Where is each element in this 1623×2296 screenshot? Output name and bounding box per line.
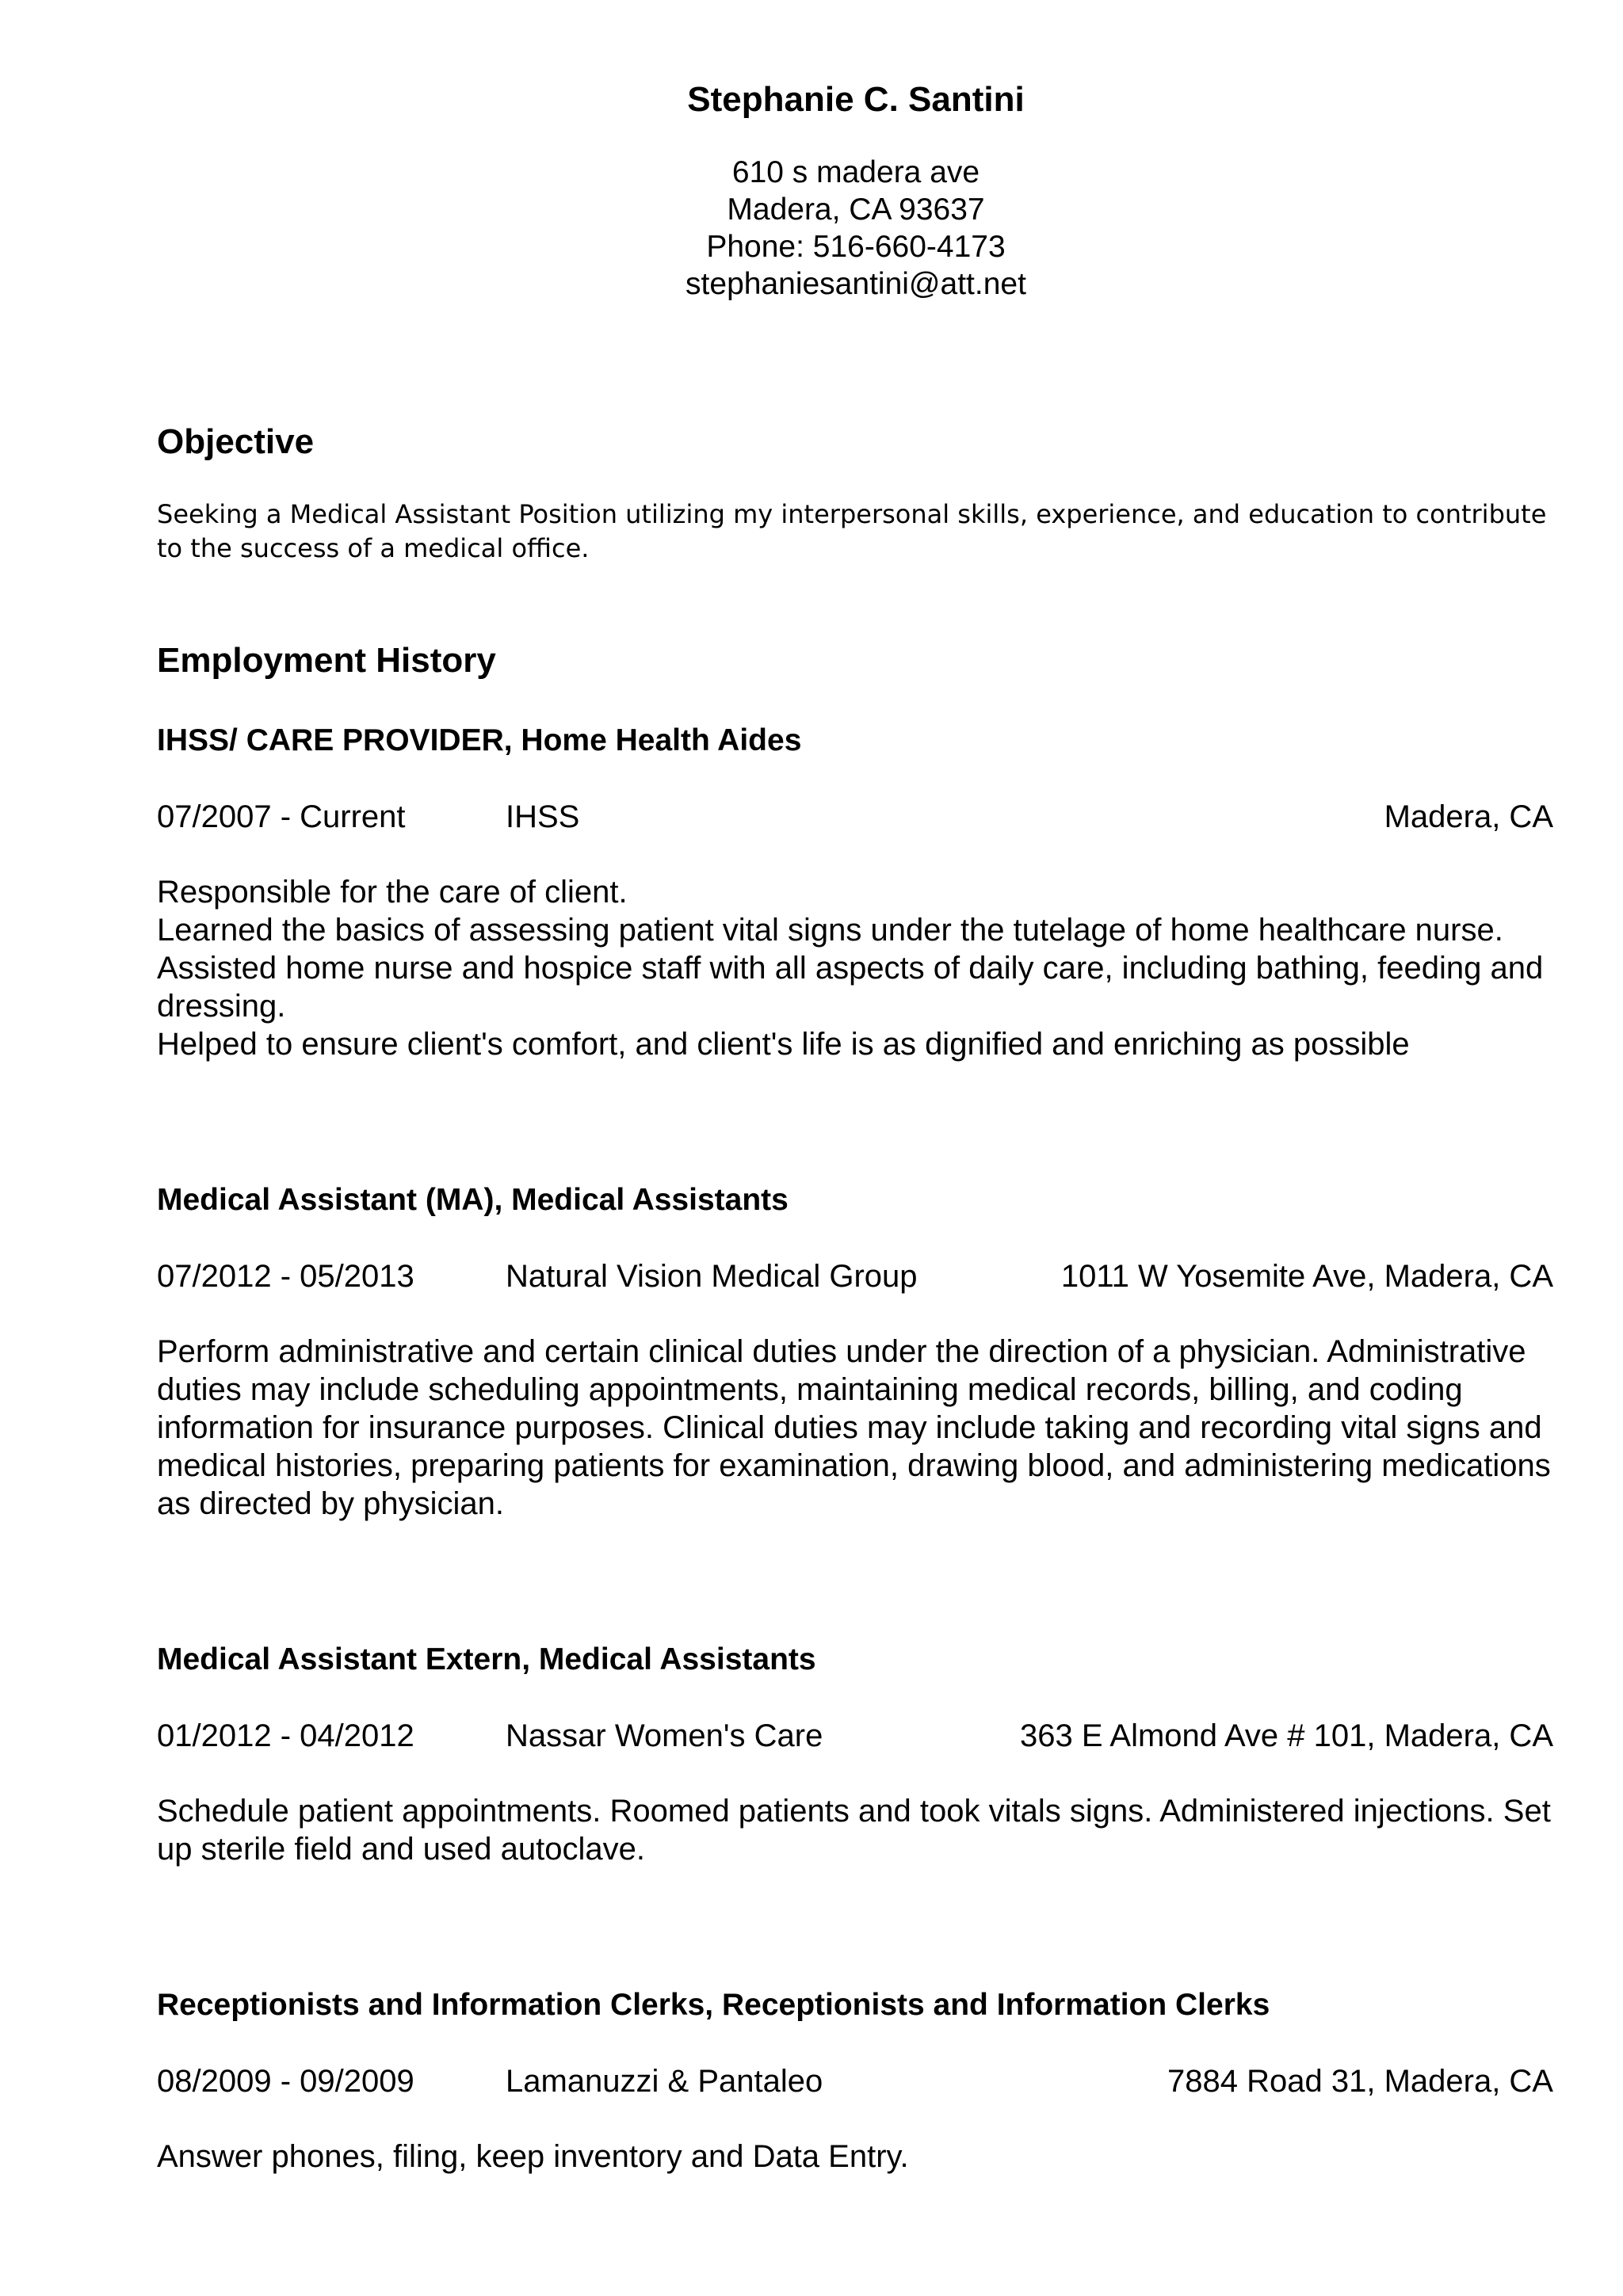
job-entry [157,1985,1553,2176]
job-meta [157,2061,1553,2101]
job-dates: 07/2012 - 05/2013 [157,1259,414,1294]
job-location: Madera, CA [1384,799,1553,834]
job-employer: Lamanuzzi & Pantaleo [506,2064,823,2099]
address-line-2: Madera, CA 93637 [727,193,985,227]
job-meta [157,797,1553,837]
job-entry [157,1180,1553,1523]
job-description-line: Assisted home nurse and hospice staff with all aspects of daily care, including bathing, feeding and dressing. [157,951,1544,1024]
phone-number: Phone: 516-660-4173 [706,230,1006,264]
job-description-line: Helped to ensure client's comfort, and client's life is as dignified and enriching as possible [157,1027,1410,1062]
address-line-1: 610 s madera ave [731,155,980,189]
job-meta [157,1257,1553,1296]
job-description [157,1333,1553,1523]
job-dates: 07/2007 - Current [157,799,406,834]
job-meta [157,1716,1553,1756]
job-description-line: Learned the basics of assessing patient vital signs under the tutelage of home healthcare nurse. [157,913,1503,948]
job-description-line: Answer phones, filing, keep inventory and Data Entry. [157,2139,909,2174]
employment-history-heading: Employment History [157,641,496,680]
job-entry [157,721,1553,1063]
job-employer: IHSS [506,799,580,834]
job-description-line: Perform administrative and certain clinical duties under the direction of a physician. Administrative duties may include scheduling appointments, maintaining medical records, billing, and coding information for insurance purposes. Clinical duties may include taking and recording vital signs and medical histories, preparing patients for examination, drawing blood, and administering medications as directed by physician. [157,1334,1551,1521]
job-title: Receptionists and Information Clerks, Receptionists and Information Clerks [157,1988,1270,2022]
candidate-name: Stephanie C. Santini [687,80,1025,119]
job-employer: Nassar Women's Care [506,1718,823,1753]
objective-section [157,420,1553,566]
job-employer: Natural Vision Medical Group [506,1259,918,1294]
job-description-line: Responsible for the care of client. [157,875,628,910]
job-title: IHSS/ CARE PROVIDER, Home Health Aides [157,723,802,757]
job-description [157,873,1553,1063]
job-location: 7884 Road 31, Madera, CA [1167,2064,1553,2099]
job-location: 1011 W Yosemite Ave, Madera, CA [1060,1259,1553,1294]
email-address: stephaniesantini@att.net [685,267,1026,301]
resume-header [0,76,1623,303]
job-description-line: Schedule patient appointments. Roomed patients and took vitals signs. Administered injections. Set up sterile field and used autoclave. [157,1794,1551,1867]
job-description [157,1792,1553,1868]
job-dates: 01/2012 - 04/2012 [157,1718,414,1753]
job-dates: 08/2009 - 09/2009 [157,2064,414,2099]
job-entry [157,1640,1553,1868]
job-title: Medical Assistant Extern, Medical Assistants [157,1642,816,1676]
objective-heading: Objective [157,422,315,461]
job-title: Medical Assistant (MA), Medical Assistants [157,1183,789,1217]
job-description [157,2138,1553,2176]
objective-text: Seeking a Medical Assistant Position utilizing my interpersonal skills, experience, and education to contribute to the success of a medical office. [157,499,1547,563]
job-location: 363 E Almond Ave # 101, Madera, CA [1019,1718,1553,1753]
employment-heading-block [157,639,1553,683]
